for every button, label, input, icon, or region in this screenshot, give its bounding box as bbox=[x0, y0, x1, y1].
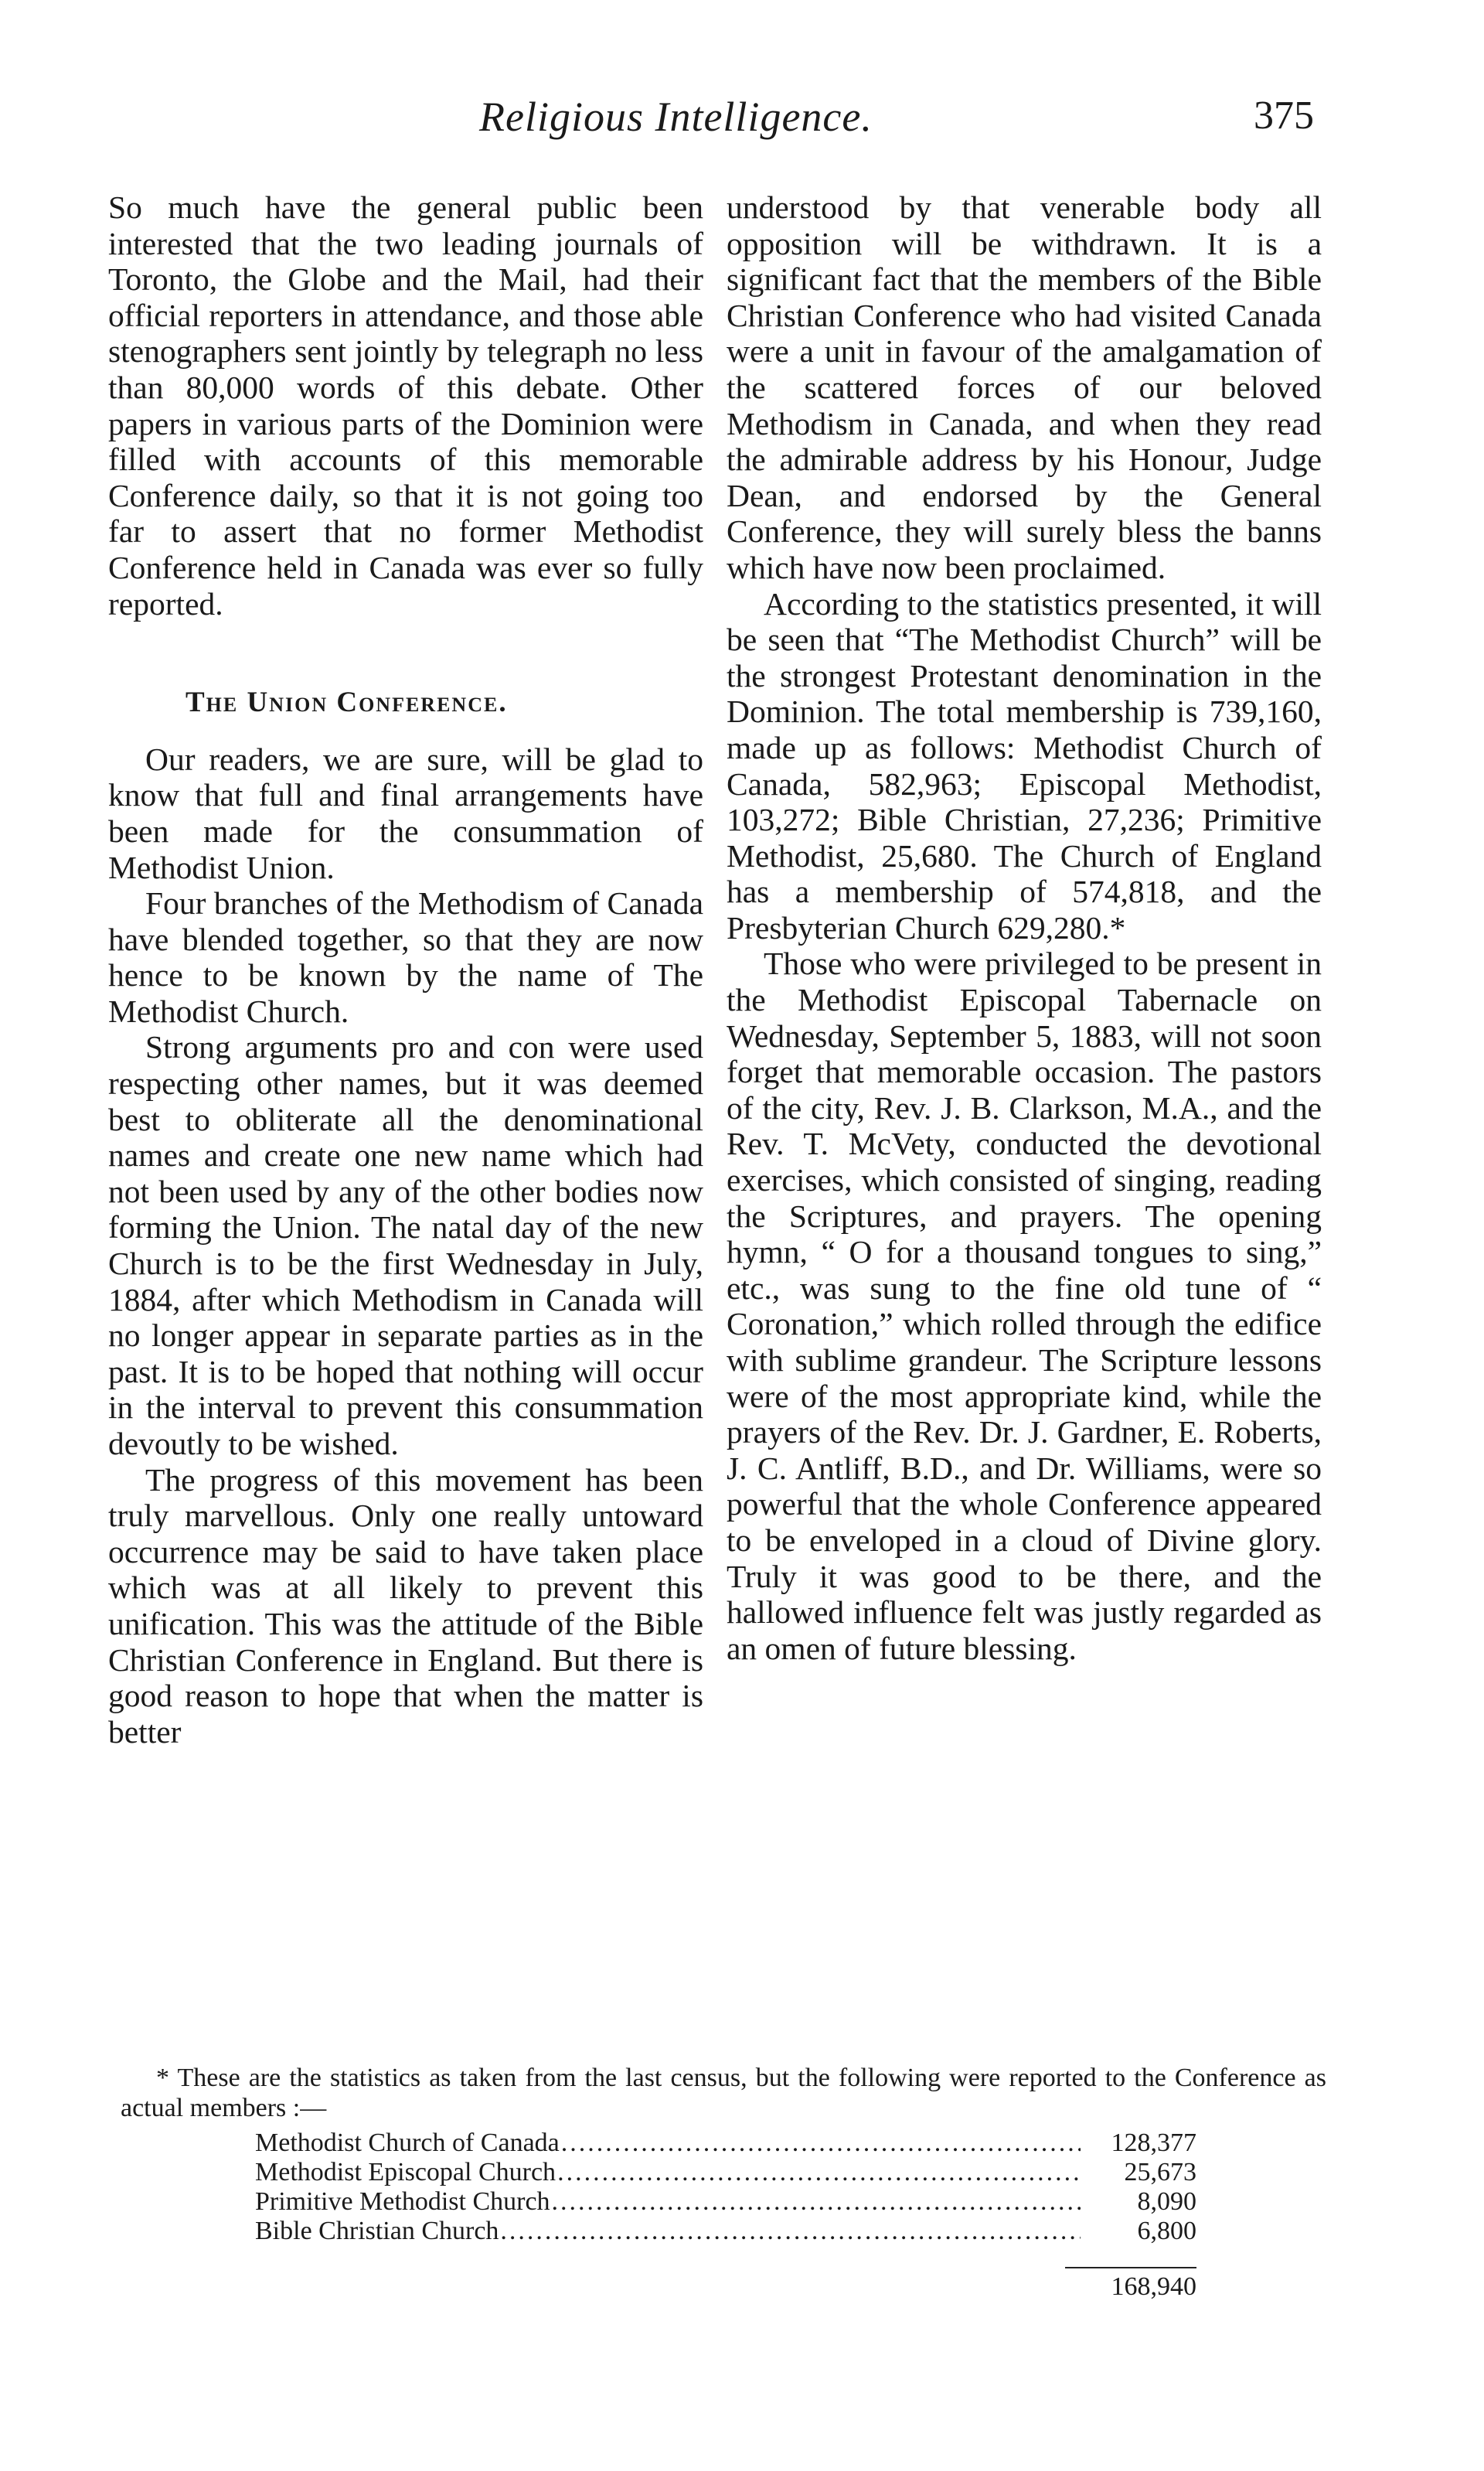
sum-rule bbox=[1065, 2267, 1196, 2268]
left-column bbox=[108, 189, 703, 1750]
table-row bbox=[255, 2216, 1196, 2245]
paragraph-progress: The progress of this movement has been truly marvellous. Only one really untoward occurrence may be said to have taken place which was at all likely to prevent this unification. This was the attitude of the Bible Christian Conference in England. But there is good reason to hope that when the matter is better bbox=[108, 1461, 703, 1750]
paragraph-arrangements: Our readers, we are sure, will be glad to know that full and final arrangements have been made for the consummation of Methodist Union. bbox=[108, 741, 703, 885]
paragraph-four-branches: Four branches of the Methodism of Canada have blended together, so that they are now hence to be known by the name of The Methodist Church. bbox=[108, 885, 703, 1029]
footnote bbox=[121, 2063, 1326, 2302]
dot-leader bbox=[560, 2128, 1081, 2158]
paragraph-arguments: Strong arguments pro and con were used respecting other names, but it was deemed best to obliterate all the denominational names and create one new name which had not been used by any of the other bodies now forming the Union. The natal day of the new Church is to be the first Wednesday in July, 1884, after which Methodism in Canada will no longer appear in separate parties as in the past. It is to be hoped that nothing will occur in the interval to prevent this consummation devoutly to be wished. bbox=[108, 1029, 703, 1461]
row-value: 8,090 bbox=[1137, 2187, 1196, 2216]
row-value: 25,673 bbox=[1124, 2158, 1196, 2186]
table-row bbox=[255, 2157, 1196, 2186]
dot-leader bbox=[556, 2157, 1081, 2187]
paragraph-tabernacle: Those who were privileged to be present in the Methodist Episcopal Tabernacle on Wednesday, September 5, 1883, will not soon forget that memorable occasion. The pastors of the city, Rev. J. B. Clarkson, M.A., and the Rev. T. McVety, conducted the devotional exercises, which consisted of singing, reading the Scriptures, and prayers. The opening hymn, “ O for a thousand tongues to sing,” etc., was sung to the fine old tune of “ Coronation,” which rolled through the edifice with sublime grandeur. The Scripture lessons were of the most appropriate kind, while the prayers of the Rev. Dr. J. Gardner, E. Roberts, J. C. Antliff, B.D., and Dr. Williams, were so powerful that the whole Conference appeared to be enveloped in a cloud of Divine glory. Truly it was good to be there, and the hallowed influence felt was justly regarded as an omen of future blessing. bbox=[727, 946, 1322, 1666]
section-heading: The Union Conference. bbox=[186, 687, 508, 719]
row-label: Primitive Methodist Church bbox=[255, 2187, 550, 2216]
running-title: Religious Intelligence. bbox=[479, 94, 873, 140]
paragraph-statistics: According to the statistics presented, it will be seen that “The Methodist Church” will be the strongest Protestant denomination in the Dominion. The total membership is 739,160, made up as follows: Methodist Church of Canada, 582,963; Episcopal Methodist, 103,272; Bible Christian, 27,236; Primitive Methodist, 25,680. The Church of England has a membership of 574,818, and the Presbyterian Church 629,280.* bbox=[727, 585, 1322, 946]
paragraph-reporting: So much have the general public been interested that the two leading journals of Toronto, the Globe and the Mail, had their official reporters in attendance, and those able stenographers sent jointly by telegraph no less than 80,000 words of this debate. Other papers in various parts of the Dominion were filled with accounts of this memorable Conference daily, so that it is not going too far to assert that no former Methodist Conference held in Canada was ever so fully reported. bbox=[108, 189, 703, 622]
row-label: Methodist Church of Canada bbox=[255, 2128, 560, 2157]
table-row bbox=[255, 2128, 1196, 2157]
paragraph-understood: understood by that venerable body all opposition will be withdrawn. It is a significant fact that the members of the Bible Christian Conference who had visited Canada were a unit in favour of the amalgamation of the scattered forces of our beloved Methodism in Canada, and when they read the admirable address by his Honour, Judge Dean, and endorsed by the General Conference, they will surely bless the banns which have now been proclaimed. bbox=[727, 189, 1322, 585]
total-value: 168,940 bbox=[1111, 2272, 1196, 2301]
membership-table bbox=[255, 2128, 1196, 2302]
table-row bbox=[255, 2186, 1196, 2216]
right-column bbox=[727, 189, 1322, 1666]
row-label: Bible Christian Church bbox=[255, 2217, 499, 2245]
row-value: 128,377 bbox=[1111, 2128, 1196, 2157]
dot-leader bbox=[499, 2216, 1081, 2246]
dot-leader bbox=[550, 2186, 1081, 2217]
page-number: 375 bbox=[1254, 94, 1314, 138]
running-header bbox=[108, 93, 1314, 155]
footnote-intro: * These are the statistics as taken from the last census, but the following were reported to the Conference as actual members :— bbox=[121, 2064, 1326, 2122]
row-label: Methodist Episcopal Church bbox=[255, 2158, 556, 2186]
row-value: 6,800 bbox=[1137, 2217, 1196, 2245]
